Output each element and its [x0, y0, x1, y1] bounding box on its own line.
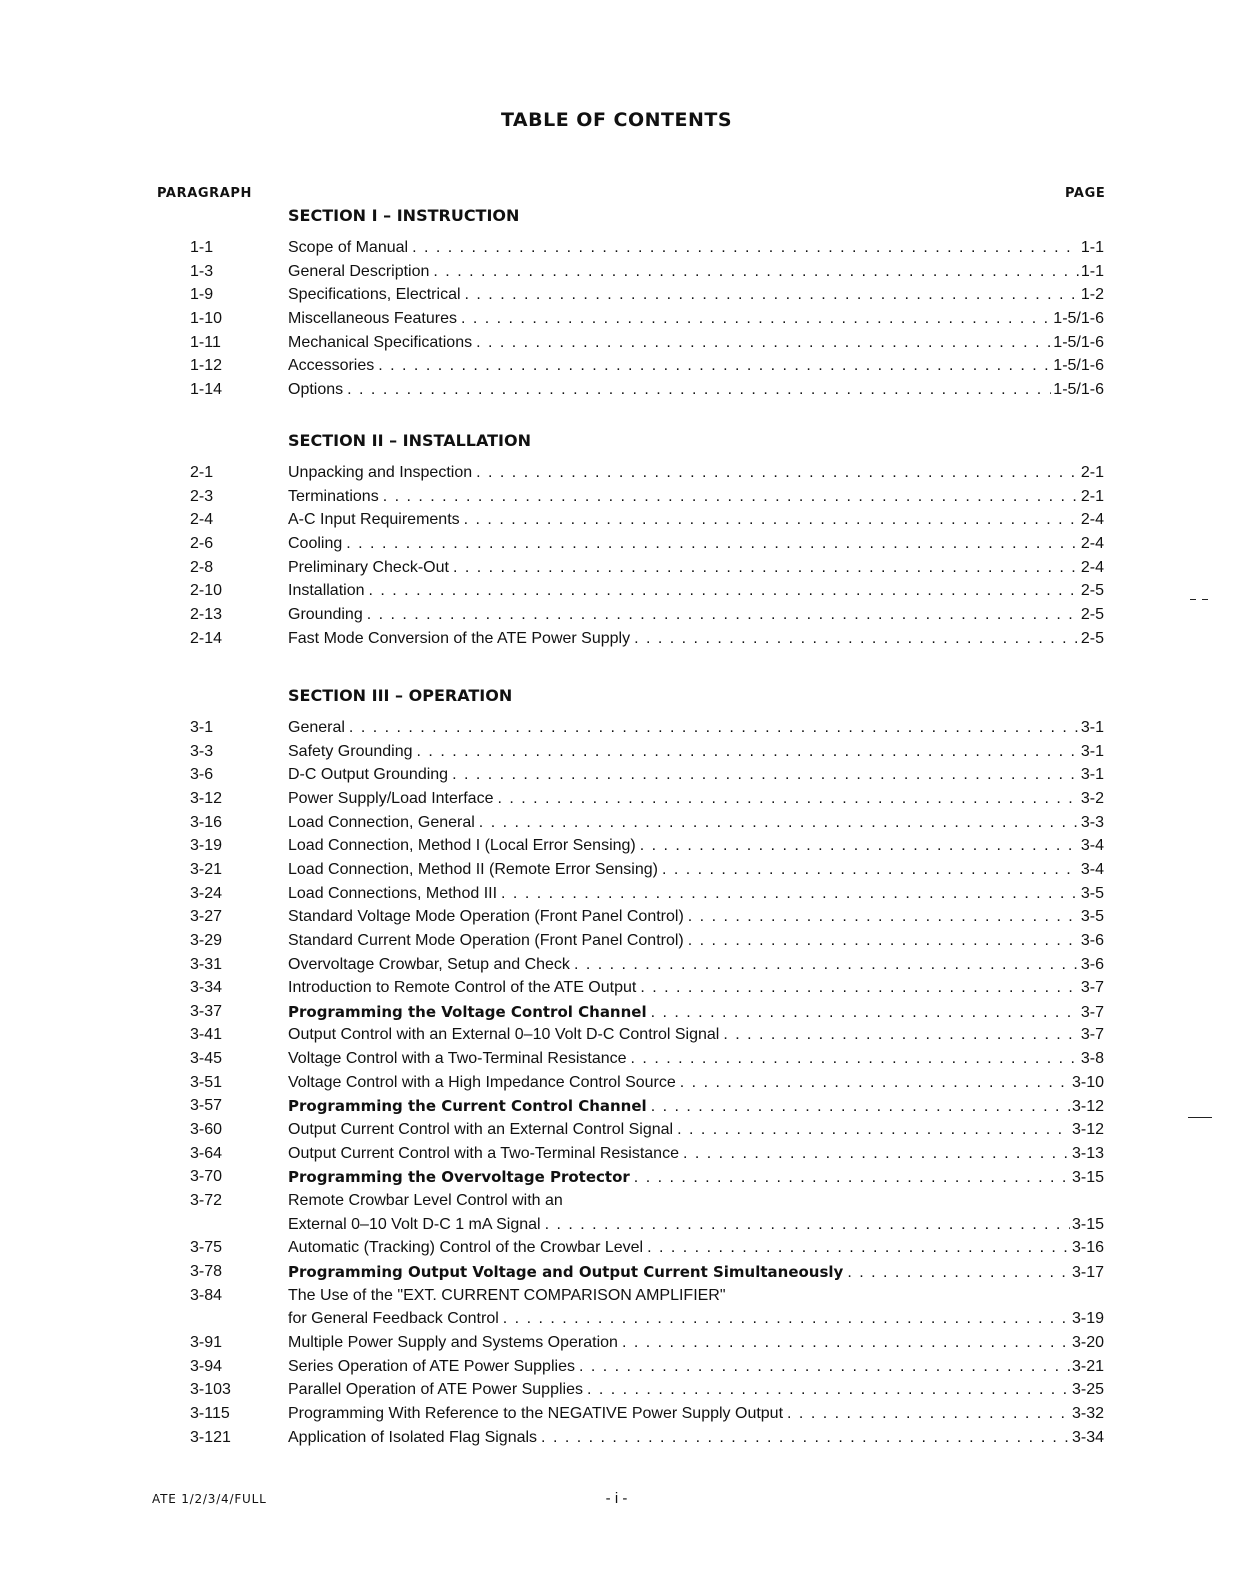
entry-title: Output Control with an External 0–10 Volt D-C Control Signal: [288, 1026, 720, 1044]
entry-title: Grounding: [288, 605, 363, 623]
dot-leader: [783, 1403, 1070, 1425]
page-reference: 2-1: [1080, 487, 1104, 505]
dot-leader: [497, 883, 1079, 905]
paragraph-number: 2-6: [190, 534, 214, 552]
paragraph-number: 3-37: [190, 1002, 223, 1020]
page-reference: 3-15: [1071, 1169, 1104, 1187]
page-reference: 3-8: [1080, 1050, 1104, 1068]
entry-title: Options: [288, 380, 344, 398]
page-reference: 3-1: [1080, 719, 1104, 736]
entry-title: Remote Crowbar Level Control with an: [288, 1192, 563, 1209]
page-number-footer: - i -: [605, 1490, 628, 1507]
paragraph-number: 3-16: [190, 813, 223, 831]
dot-leader: [618, 1332, 1070, 1354]
paragraph-number: 2-1: [190, 464, 214, 481]
paragraph-number: 2-4: [190, 511, 214, 529]
paragraph-number: 3-21: [190, 860, 223, 878]
paragraph-number: 3-91: [190, 1333, 223, 1351]
entry-title: Voltage Control with a High Impedance Control Source: [288, 1073, 676, 1091]
dot-leader: [537, 1427, 1070, 1449]
entry-title: Parallel Operation of ATE Power Supplies: [288, 1381, 583, 1399]
toc-entry: [0, 1308, 1233, 1330]
toc-entry: [0, 1119, 1233, 1141]
entry-title: Programming the Voltage Control Channel: [288, 1002, 647, 1021]
paragraph-number: 3-84: [190, 1286, 223, 1304]
entry-title: Load Connection, General: [288, 813, 475, 831]
toc-entry: [0, 930, 1233, 952]
dot-leader: [636, 977, 1079, 999]
page-reference: 3-7: [1080, 979, 1104, 997]
toc-entry: [0, 812, 1233, 834]
entry-title: Programming With Reference to the NEGATIVE Power Supply Output: [288, 1404, 784, 1422]
entry-title: Load Connection, Method I (Local Error Sensing): [288, 837, 636, 855]
entry-title: Programming Output Voltage and Output Current Simultaneously: [288, 1262, 844, 1281]
entry-title: Miscellaneous Features: [288, 309, 457, 327]
entry-title: Output Current Control with a Two-Terminal Resistance: [288, 1144, 679, 1162]
toc-entry: [0, 355, 1233, 377]
dot-leader: [408, 237, 1079, 259]
toc-entry: [0, 717, 1233, 739]
entry-title: Preliminary Check-Out: [288, 558, 449, 576]
dot-leader: [429, 261, 1078, 283]
page-reference: 3-15: [1071, 1215, 1104, 1233]
paragraph-number: 3-1: [190, 719, 214, 736]
paragraph-number: 3-103: [190, 1381, 231, 1399]
toc-entry: [0, 308, 1233, 330]
page-reference: 1-2: [1080, 286, 1104, 304]
paragraph-number: 3-31: [190, 955, 223, 973]
page-reference: 3-13: [1071, 1144, 1104, 1162]
paragraph-number: 3-41: [190, 1026, 223, 1044]
page-reference: 3-7: [1080, 1026, 1104, 1044]
entry-title: Terminations: [288, 487, 379, 505]
paragraph-number: 3-64: [190, 1144, 223, 1162]
dot-leader: [647, 1002, 1079, 1024]
entry-title: Automatic (Tracking) Control of the Crowbar Level: [288, 1239, 644, 1257]
page-reference: 3-10: [1071, 1073, 1104, 1091]
paragraph-number: 3-3: [190, 742, 214, 760]
entry-title: External 0–10 Volt D-C 1 mA Signal: [288, 1215, 541, 1233]
toc-entry: [0, 788, 1233, 810]
paragraph-number: 3-45: [190, 1050, 223, 1068]
page-reference: 3-12: [1071, 1121, 1104, 1139]
paragraph-number: 3-70: [190, 1168, 223, 1186]
paragraph-number: 3-34: [190, 979, 223, 997]
toc-entry: [0, 764, 1233, 786]
paragraph-number: 1-10: [190, 309, 223, 327]
page-reference: 3-4: [1080, 837, 1104, 855]
dot-leader: [673, 1119, 1070, 1141]
page-reference: 1-5/1-6: [1053, 357, 1104, 375]
paragraph-number: 1-9: [190, 286, 214, 304]
dot-leader: [684, 930, 1079, 952]
page-reference: 3-4: [1080, 860, 1104, 878]
toc-entry: [0, 741, 1233, 763]
toc-entry: [0, 1261, 1233, 1283]
dot-leader: [679, 1143, 1070, 1165]
toc-entry: [0, 1001, 1233, 1023]
dot-leader: [499, 1308, 1070, 1330]
dot-leader: [643, 1237, 1070, 1259]
paragraph-number: 3-75: [190, 1239, 223, 1257]
entry-title: General: [288, 719, 345, 736]
toc-entry: [0, 906, 1233, 928]
entry-title: Fast Mode Conversion of the ATE Power Supply: [288, 629, 631, 647]
document-id-footer: ATE 1/2/3/4/FULL: [152, 1492, 267, 1506]
entry-title: Output Current Control with an External Control Signal: [288, 1121, 674, 1139]
toc-entry: [0, 628, 1233, 650]
entry-title: Cooling: [288, 534, 343, 552]
toc-entry: [0, 1356, 1233, 1378]
margin-mark: [1188, 1117, 1212, 1118]
page-reference: 1-5/1-6: [1053, 333, 1104, 351]
dot-leader: [630, 628, 1079, 650]
paragraph-number: 3-29: [190, 931, 223, 949]
dot-leader: [343, 379, 1051, 401]
toc-entry: [0, 1403, 1233, 1425]
toc-entry: [0, 1285, 1233, 1307]
toc-entry: [0, 1332, 1233, 1354]
toc-entry: [0, 332, 1233, 354]
paragraph-number: 3-60: [190, 1121, 223, 1139]
paragraph-number: 3-57: [190, 1097, 223, 1115]
page-reference: 3-6: [1080, 931, 1104, 949]
dot-leader: [365, 580, 1079, 602]
section-title: SECTION III – OPERATION: [288, 686, 513, 705]
paragraph-number: 1-3: [190, 262, 214, 280]
toc-entry: [0, 1072, 1233, 1094]
entry-title: The Use of the "EXT. CURRENT COMPARISON AMPLIFIER": [288, 1286, 726, 1304]
dot-leader: [843, 1262, 1070, 1284]
dot-leader: [363, 604, 1079, 626]
paragraph-column-header: PARAGRAPH: [157, 186, 253, 201]
entry-title: Voltage Control with a Two-Terminal Resistance: [288, 1050, 627, 1068]
toc-entry: [0, 1166, 1233, 1188]
toc-entry: [0, 261, 1233, 283]
toc-entry: [0, 954, 1233, 976]
paragraph-number: 2-3: [190, 487, 214, 505]
page-reference: 1-1: [1080, 239, 1104, 256]
toc-entry: [0, 1214, 1233, 1236]
page-reference: 1-1: [1080, 262, 1104, 280]
dot-leader: [570, 954, 1079, 976]
page-reference: 3-12: [1071, 1098, 1104, 1116]
dot-leader: [472, 332, 1051, 354]
dot-leader: [460, 509, 1079, 531]
dot-leader: [448, 764, 1079, 786]
toc-entry: [0, 859, 1233, 881]
entry-title: Programming the Current Control Channel: [288, 1097, 647, 1116]
section-title: SECTION II – INSTALLATION: [288, 431, 531, 450]
paragraph-number: 1-12: [190, 357, 223, 375]
toc-entry: [0, 580, 1233, 602]
page-reference: 2-5: [1080, 582, 1104, 600]
toc-entry: [0, 1427, 1233, 1449]
dot-leader: [684, 906, 1079, 928]
dot-leader: [413, 741, 1079, 763]
toc-entry: [0, 1237, 1233, 1259]
entry-title: Scope of Manual: [288, 239, 409, 256]
toc-entry: [0, 284, 1233, 306]
paragraph-number: 1-14: [190, 380, 223, 398]
entry-title: Multiple Power Supply and Systems Operation: [288, 1333, 618, 1351]
paragraph-number: 3-72: [190, 1192, 223, 1209]
paragraph-number: 3-12: [190, 789, 223, 807]
paragraph-number: 3-24: [190, 884, 223, 902]
dot-leader: [636, 835, 1079, 857]
page-reference: 2-5: [1080, 629, 1104, 647]
toc-entry: [0, 604, 1233, 626]
margin-mark: [1190, 599, 1196, 600]
entry-title: General Description: [288, 262, 430, 280]
toc-entry: [0, 1379, 1233, 1401]
entry-title: Standard Voltage Mode Operation (Front Panel Control): [288, 908, 684, 926]
dot-leader: [374, 355, 1051, 377]
toc-entry: [0, 1095, 1233, 1117]
page-reference: 3-34: [1071, 1428, 1104, 1446]
paragraph-number: 2-14: [190, 629, 223, 647]
toc-entry: [0, 509, 1233, 531]
section-title: SECTION I – INSTRUCTION: [288, 206, 520, 225]
dot-leader: [342, 533, 1079, 555]
paragraph-number: 3-27: [190, 908, 223, 926]
paragraph-number: 2-10: [190, 582, 223, 600]
page-reference: 3-5: [1080, 908, 1104, 926]
paragraph-number: 3-19: [190, 837, 223, 855]
toc-entry: [0, 1024, 1233, 1046]
dot-leader: [493, 788, 1078, 810]
entry-title: Safety Grounding: [288, 742, 413, 760]
paragraph-number: 3-51: [190, 1073, 223, 1091]
paragraph-number: 1-11: [190, 333, 221, 351]
dot-leader: [676, 1072, 1070, 1094]
dot-leader: [719, 1024, 1079, 1046]
toc-entry: [0, 1143, 1233, 1165]
dot-leader: [449, 557, 1079, 579]
paragraph-number: 2-13: [190, 605, 223, 623]
toc-entry: [0, 486, 1233, 508]
dot-leader: [647, 1096, 1070, 1118]
dot-leader: [457, 308, 1051, 330]
entry-title: Introduction to Remote Control of the ATE Output: [288, 979, 637, 997]
page-reference: 1-5/1-6: [1053, 309, 1104, 327]
toc-entry: [0, 557, 1233, 579]
entry-title: Installation: [288, 582, 365, 600]
dot-leader: [575, 1356, 1070, 1378]
page-reference: 3-5: [1080, 884, 1104, 902]
entry-title: Application of Isolated Flag Signals: [288, 1428, 538, 1446]
entry-title: Accessories: [288, 357, 375, 375]
page-reference: 3-25: [1071, 1381, 1104, 1399]
dot-leader: [461, 284, 1079, 306]
entry-title: Series Operation of ATE Power Supplies: [288, 1357, 575, 1375]
paragraph-number: 3-121: [190, 1428, 231, 1446]
dot-leader: [658, 859, 1079, 881]
entry-title: for General Feedback Control: [288, 1310, 499, 1328]
page-reference: 2-1: [1080, 464, 1104, 481]
entry-title: A-C Input Requirements: [288, 511, 460, 529]
dot-leader: [541, 1214, 1070, 1236]
toc-entry: [0, 1190, 1233, 1212]
dot-leader: [627, 1048, 1079, 1070]
toc-entry: [0, 379, 1233, 401]
dot-leader: [379, 486, 1079, 508]
entry-title: Unpacking and Inspection: [288, 464, 473, 481]
page-reference: 3-17: [1071, 1263, 1104, 1281]
paragraph-number: 1-1: [190, 239, 214, 256]
paragraph-number: 3-115: [190, 1404, 230, 1422]
page-reference: 3-7: [1080, 1003, 1104, 1021]
page-reference: 2-4: [1080, 534, 1104, 552]
page-reference: 3-19: [1071, 1310, 1104, 1328]
dot-leader: [345, 717, 1079, 739]
entry-title: Mechanical Specifications: [288, 333, 473, 351]
toc-entry: [0, 977, 1233, 999]
entry-title: Power Supply/Load Interface: [288, 789, 494, 807]
paragraph-number: 3-78: [190, 1262, 223, 1280]
paragraph-number: 2-8: [190, 558, 214, 576]
toc-entry: [0, 835, 1233, 857]
page-reference: 3-1: [1080, 742, 1104, 760]
dot-leader: [472, 462, 1079, 484]
paragraph-number: 3-6: [190, 766, 214, 784]
entry-title: Load Connection, Method II (Remote Error Sensing): [288, 860, 658, 878]
page-reference: 3-16: [1071, 1239, 1104, 1257]
entry-title: Standard Current Mode Operation (Front Panel Control): [288, 931, 684, 949]
page-column-header: PAGE: [1065, 186, 1106, 201]
toc-entry: [0, 462, 1233, 484]
page-reference: 2-4: [1080, 511, 1104, 529]
dot-leader: [475, 812, 1079, 834]
page-reference: 3-32: [1071, 1404, 1104, 1422]
toc-entry: [0, 1048, 1233, 1070]
entry-title: Programming the Overvoltage Protector: [288, 1168, 630, 1187]
page-reference: 3-6: [1080, 955, 1104, 973]
toc-entry: [0, 533, 1233, 555]
page-reference: 3-2: [1080, 789, 1104, 807]
page-title: TABLE OF CONTENTS: [500, 109, 733, 131]
dot-leader: [583, 1379, 1070, 1401]
toc-entry: [0, 237, 1233, 259]
page-reference: 3-20: [1071, 1333, 1104, 1351]
page-reference: 3-1: [1080, 766, 1104, 784]
page-reference: 1-5/1-6: [1053, 380, 1104, 398]
dot-leader: [630, 1167, 1070, 1189]
margin-mark: [1202, 599, 1208, 600]
entry-title: Specifications, Electrical: [288, 286, 461, 304]
page-reference: 2-4: [1080, 558, 1104, 576]
page-reference: 3-3: [1080, 813, 1104, 831]
entry-title: Overvoltage Crowbar, Setup and Check: [288, 955, 570, 973]
paragraph-number: 3-94: [190, 1357, 223, 1375]
entry-title: D-C Output Grounding: [288, 766, 449, 784]
page-reference: 3-21: [1071, 1357, 1104, 1375]
entry-title: Load Connections, Method III: [288, 884, 498, 902]
page-reference: 2-5: [1080, 605, 1104, 623]
toc-entry: [0, 883, 1233, 905]
